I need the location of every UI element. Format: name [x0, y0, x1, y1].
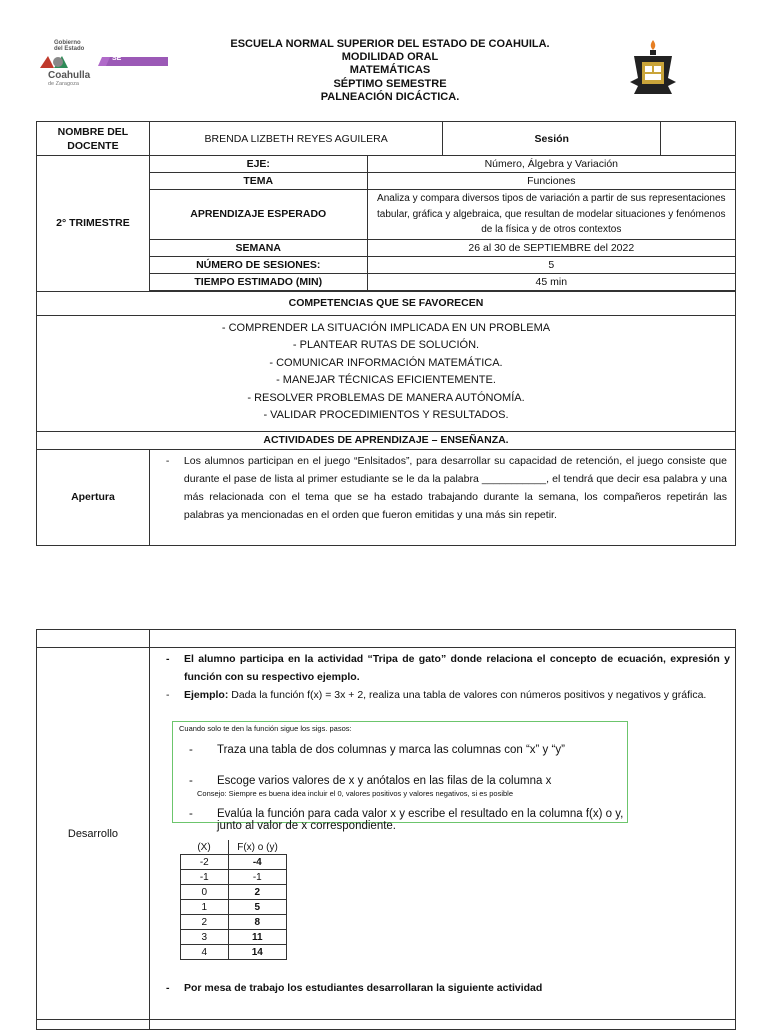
empty-header-cell — [37, 630, 150, 648]
header-semester: SÉPTIMO SEMESTRE — [333, 77, 447, 90]
logo-se-text: SE — [112, 55, 122, 62]
y-value: 8 — [228, 915, 286, 930]
x-value: 3 — [181, 930, 229, 945]
table-row — [181, 900, 287, 915]
y-value: 14 — [228, 945, 286, 960]
apertura-content — [149, 449, 735, 545]
semana-value: 26 al 30 de SEPTIEMBRE del 2022 — [367, 239, 735, 256]
school-crest-icon — [628, 38, 678, 100]
x-value: 1 — [181, 900, 229, 915]
document-header — [150, 38, 630, 104]
logo-shapes-icon — [38, 54, 168, 70]
aprendizaje-label: APRENDIZAJE ESPERADO — [149, 190, 367, 240]
competencia-item: - COMUNICAR INFORMACIÓN MATEMÁTICA. — [269, 356, 503, 369]
desarrollo-item-3-wrap — [156, 979, 730, 997]
competencia-item: - RESOLVER PROBLEMAS DE MANERA AUTÓNOMÍA. — [247, 391, 525, 404]
planning-table — [36, 121, 736, 546]
empty-cell — [37, 1020, 150, 1030]
trimestre-cell: 2° TRIMESTRE — [37, 156, 150, 292]
y-value: 11 — [228, 930, 286, 945]
step-2-text: Escoge varios valores de x y anótalos en las filas de la columna x — [217, 775, 552, 787]
header-subject: MATEMÁTICAS — [349, 64, 431, 77]
y-value: -4 — [228, 855, 286, 870]
x-value: -2 — [181, 855, 229, 870]
docente-value: BRENDA LIZBETH REYES AGUILERA — [149, 122, 443, 156]
table-row — [181, 855, 287, 870]
table-row — [181, 915, 287, 930]
step-1: - Traza una tabla de dos columnas y marca las columnas con “x” y “y” — [189, 744, 625, 756]
col-header-x: (X) — [181, 840, 229, 855]
header-school: ESCUELA NORMAL SUPERIOR DEL ESTADO DE COAHUILA. — [230, 38, 550, 50]
logo-subtext: de Zaragoza — [48, 81, 79, 87]
desarrollo-label: Desarrollo — [37, 648, 150, 1020]
desarrollo-item-2 — [156, 686, 730, 704]
sesion-label: Sesión — [443, 122, 661, 156]
competencias-list — [37, 315, 736, 431]
x-value: 2 — [181, 915, 229, 930]
ejemplo-text: Dada la función f(x) = 3x + 2, realiza una tabla de valores con números positivos y negativos y gráfica. — [228, 689, 707, 701]
table-row — [181, 945, 287, 960]
competencia-item: - MANEJAR TÉCNICAS EFICIENTEMENTE. — [276, 374, 496, 387]
table-row — [181, 870, 287, 885]
header-modality: MODILIDAD ORAL — [341, 51, 439, 64]
sesion-value — [661, 122, 736, 156]
tiempo-label: TIEMPO ESTIMADO (MIN) — [149, 273, 367, 290]
sesiones-value: 5 — [367, 256, 735, 273]
col-header-fx: F(x) o (y) — [228, 840, 286, 855]
desarrollo-item-1: - El alumno participa en la actividad “Tripa de gato” donde relaciona el concepto de ecuación, expresión y función con su respectivo ejemplo. — [156, 650, 730, 686]
tema-label: TEMA — [149, 173, 367, 190]
ejemplo-label: Ejemplo: — [184, 689, 229, 701]
header-doc-type: PALNEACIÓN DICÁCTICA. — [320, 90, 460, 103]
x-value: 0 — [181, 885, 229, 900]
y-value: 2 — [228, 885, 286, 900]
logo-text-line2: del Estado — [54, 46, 85, 52]
actividades-title: ACTIVIDADES DE APRENDIZAJE – ENSEÑANZA. — [37, 431, 736, 449]
desarrollo-item-3: - Por mesa de trabajo los estudiantes desarrollaran la siguiente actividad — [156, 979, 730, 997]
competencias-title: COMPETENCIAS QUE SE FAVORECEN — [37, 291, 736, 315]
eje-label: EJE: — [149, 156, 367, 173]
competencia-item: - PLANTEAR RUTAS DE SOLUCIÓN. — [292, 339, 480, 352]
empty-cell — [149, 1020, 735, 1030]
docente-label: NOMBRE DEL DOCENTE — [37, 122, 150, 156]
values-table — [180, 840, 287, 960]
steps-intro: Cuando solo te den la función sigue los sigs. pasos: — [179, 724, 352, 733]
aprendizaje-value: Analiza y compara diversos tipos de variación a partir de sus representaciones tabular, gráfica y algebraica, que resultan de modelar situaciones y fenómenos de la física y de otros contextos — [367, 190, 735, 240]
step-3: - Evalúa la función para cada valor x y escribe el resultado en la columna f(x) o y, junto al valor de x correspondiente. — [189, 808, 624, 832]
step-2: - Escoge varios valores de x y anótalos en las filas de la columna x — [189, 775, 625, 787]
steps-tip: Consejo: Siempre es buena idea incluir el 0, valores positivos y valores negativos, si es posible — [197, 789, 513, 798]
eje-value: Número, Álgebra y Variación — [367, 156, 735, 173]
step-3-text: Evalúa la función para cada valor x y escribe el resultado en la columna f(x) o y, junto al valor de x correspondiente. — [217, 808, 624, 832]
competencia-item: - COMPRENDER LA SITUACIÓN IMPLICADA EN UN PROBLEMA — [221, 321, 551, 334]
logo-text-line1: Gobierno — [54, 40, 81, 46]
sesiones-label: NÚMERO DE SESIONES: — [149, 256, 367, 273]
apertura-label: Apertura — [37, 449, 150, 545]
x-value: -1 — [181, 870, 229, 885]
apertura-text: - Los alumnos participan en el juego “Enlsitados”, para desarrollar su capacidad de retención, el juego consiste que durante el pase de lista al primer estudiante se le da la palabra ___________, el tendrá que decir esa palabra y una más relacionada con el tema que se ha estado trabajando durante la semana, los compañeros repetirán las palabras ya mencionadas en el orden que fueron emitidas y una más sin repetir. — [156, 452, 727, 524]
y-value: 5 — [228, 900, 286, 915]
table-row — [181, 885, 287, 900]
x-value: 4 — [181, 945, 229, 960]
competencia-item: - VALIDAR PROCEDIMIENTOS Y RESULTADOS. — [263, 409, 509, 422]
logo-name: Coahulla — [48, 70, 91, 81]
tiempo-value: 45 min — [367, 273, 735, 290]
steps-box — [172, 721, 628, 832]
semana-label: SEMANA — [149, 239, 367, 256]
step-1-text: Traza una tabla de dos columnas y marca las columnas con “x” y “y” — [217, 744, 565, 756]
desarrollo-items — [156, 650, 730, 704]
tema-value: Funciones — [367, 173, 735, 190]
y-value: -1 — [228, 870, 286, 885]
empty-header-cell — [149, 630, 735, 648]
table-row — [181, 930, 287, 945]
